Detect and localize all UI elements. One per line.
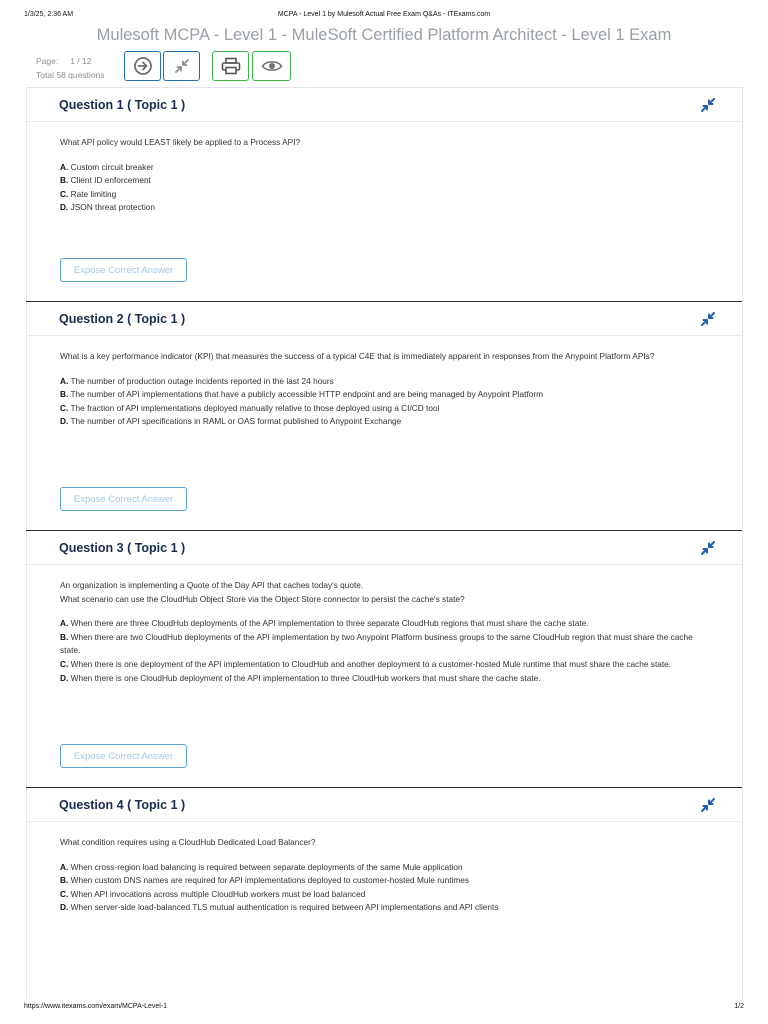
collapse-icon[interactable] <box>700 311 716 327</box>
answer-option: C. When API invocations across multiple CloudHub workers must be load balanced <box>60 888 366 899</box>
answer-option: D. When there is one CloudHub deployment of the API implementation to three CloudHub workers that must share the cache state. <box>60 672 541 683</box>
page-url[interactable]: https://www.itexams.com/exam/MCPA-Level-1 <box>24 1003 168 1010</box>
expose-answer-button[interactable]: Expose Correct Answer <box>60 258 187 282</box>
answer-option: A. Custom circuit breaker <box>60 161 154 172</box>
total-questions: Total 58 questions <box>36 70 105 80</box>
print-title: MCPA - Level 1 by Mulesoft Actual Free Exam Q&As - ITExams.com <box>277 11 491 18</box>
expose-answer-button[interactable]: Expose Correct Answer <box>60 487 187 511</box>
print-date: 1/3/25, 2:36 AM <box>24 11 74 18</box>
answer-option: B. When there are two CloudHub deployments of the API implementation by two Anypoint Platform business groups to the same CloudHub region that must share the cache state. <box>60 631 693 656</box>
compress-icon <box>173 57 191 75</box>
question-title: Question 2 ( Topic 1 ) <box>59 312 186 326</box>
answer-option: C. When there is one deployment of the API implementation to CloudHub and another deployment to a customer-hosted Mule runtime that must share the cache state. <box>60 658 672 669</box>
collapse-all-button[interactable] <box>163 51 200 81</box>
question-text: What is a key performance indicator (KPI) that measures the success of a typical C4E that is immediately apparent in responses from the Anypoint Platform APIs? <box>60 351 655 361</box>
eye-icon <box>261 58 283 74</box>
question-card <box>26 301 742 530</box>
page-title: Mulesoft MCPA - Level 1 - MuleSoft Certified Platform Architect - Level 1 Exam <box>96 26 672 44</box>
expose-answer-button[interactable]: Expose Correct Answer <box>60 744 187 768</box>
answer-option: D. The number of API specifications in RAML or OAS format published to Anypoint Exchange <box>60 416 402 427</box>
page-label: Page: <box>36 56 59 66</box>
answer-option: B. When custom DNS names are required for API implementations deployed to customer-hosted Mule runtimes <box>60 875 470 886</box>
question-card <box>26 87 742 301</box>
print-button[interactable] <box>212 51 249 81</box>
answer-option: A. The number of production outage incidents reported in the last 24 hours <box>60 375 334 386</box>
printer-icon <box>221 57 241 75</box>
answer-option: C. Rate limiting <box>60 188 117 199</box>
question-header <box>26 302 742 336</box>
question-text: What API policy would LEAST likely be applied to a Process API? <box>60 137 301 147</box>
question-header <box>26 531 742 565</box>
pager <box>36 54 105 82</box>
answer-option: B. The number of API implementations that have a publicly accessible HTTP endpoint and are being managed by Anypoint Platform <box>60 389 544 400</box>
show-answers-button[interactable] <box>252 51 291 81</box>
question-card <box>26 787 742 999</box>
question-header <box>26 788 742 822</box>
page-value: 1 / 12 <box>70 56 92 66</box>
arrow-circle-right-icon <box>133 56 153 76</box>
print-footer <box>0 1003 768 1015</box>
answer-option: D. JSON threat protection <box>60 202 156 213</box>
answer-option: A. When there are three CloudHub deployments of the API implementation to three separate CloudHub regions that must share the cache state. <box>60 618 589 629</box>
question-text: What condition requires using a CloudHub Dedicated Load Balancer? <box>60 837 316 847</box>
question-title: Question 1 ( Topic 1 ) <box>59 98 186 112</box>
question-header <box>26 88 742 122</box>
question-title: Question 3 ( Topic 1 ) <box>59 541 186 555</box>
question-title: Question 4 ( Topic 1 ) <box>59 798 186 812</box>
print-header <box>0 11 768 23</box>
answer-option: A. When cross-region load balancing is required between separate deployments of the same Mule application <box>60 861 463 872</box>
collapse-icon[interactable] <box>700 97 716 113</box>
print-page-number: 1/2 <box>734 1003 744 1010</box>
answer-option: B. Client ID enforcement <box>60 175 151 186</box>
answer-option: C. The fraction of API implementations deployed manually relative to those deployed using a CI/CD tool <box>60 402 440 413</box>
question-card <box>26 530 742 787</box>
question-text: An organization is implementing a Quote of the Day API that caches today's quote. What scenario can use the CloudHub Object Store via the Object Store connector to persist the cache's state? <box>60 580 465 604</box>
content-right-border <box>742 87 743 999</box>
collapse-icon[interactable] <box>700 797 716 813</box>
answer-option: D. When server-side load-balanced TLS mutual authentication is required between API implementations and API clients <box>60 902 499 913</box>
collapse-icon[interactable] <box>700 540 716 556</box>
next-page-button[interactable] <box>124 51 161 81</box>
